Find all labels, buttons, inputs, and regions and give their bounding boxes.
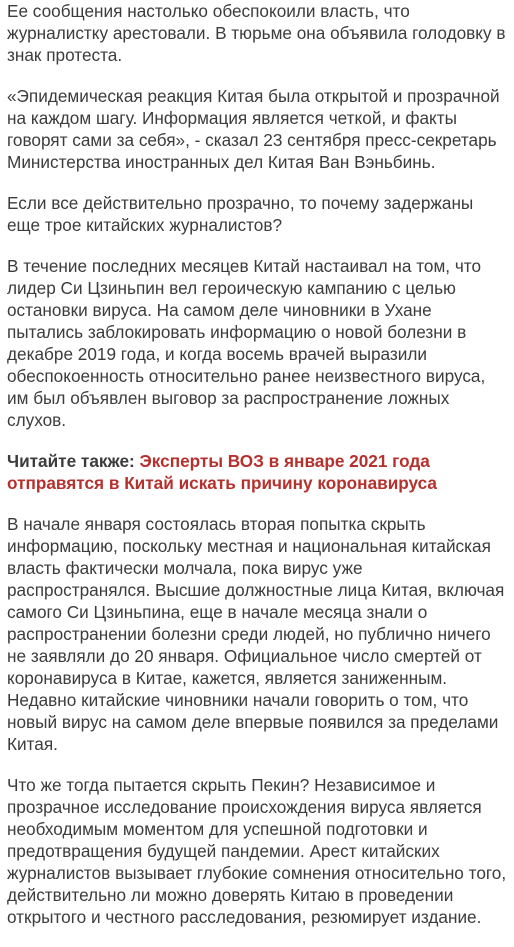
read-also-block xyxy=(7,450,510,494)
read-also-link[interactable]: Эксперты ВОЗ в январе 2021 года отправятся в Китай искать причину коронавируса xyxy=(7,451,437,493)
article-body xyxy=(7,0,510,947)
paragraph-question: Если все действительно прозрачно, то почему задержаны еще трое китайских журналистов? xyxy=(7,193,474,235)
paragraph-january: В начале января состоялась вторая попытка скрыть информацию, поскольку местная и национальная китайская власть фактически молчала, пока вирус уже распространялся. Высшие должностные лица Китая, включая самого Си Цзиньпина, еще в начале месяца знали о распространении болезни среди людей, но публично ничего не заявляли до 20 января. Официальное число смертей от коронавируса в Китае, кажется, является заниженным. Недавно китайские чиновники начали говорить о том, что новый вирус на самом деле впервые появился за пределами Китая. xyxy=(7,514,505,754)
paragraph-quote: «Эпидемическая реакция Китая была открытой и прозрачной на каждом шагу. Информация является четкой, и факты говорят сами за себя», - сказал 23 сентября пресс-секретарь Министерства иностранных дел Китая Ван Вэньбинь. xyxy=(7,86,500,172)
paragraph-conclusion: Что же тогда пытается скрыть Пекин? Независимое и прозрачное исследование происхождения вируса является необходимым моментом для успешной подготовки и предотвращения будущей пандемии. Арест китайских журналистов вызывает глубокие сомнения относительно того, действительно ли можно доверять Китаю в проведении открытого и честного расследования, резюмирует издание. xyxy=(7,775,507,927)
read-also-label: Читайте также: xyxy=(7,451,135,471)
paragraph-campaign: В течение последних месяцев Китай настаивал на том, что лидер Си Цзиньпин вел героическую кампанию с целью остановки вируса. На самом деле чиновники в Ухане пытались заблокировать информацию о новой болезни в декабре 2019 года, и когда восемь врачей выразили обеспокоенность относительно ранее неизвестного вируса, им был объявлен выговор за распространение ложных слухов. xyxy=(7,256,486,430)
paragraph-arrest: Ее сообщения настолько обеспокоили власть, что журналистку арестовали. В тюрьме она объявила голодовку в знак протеста. xyxy=(7,1,506,65)
